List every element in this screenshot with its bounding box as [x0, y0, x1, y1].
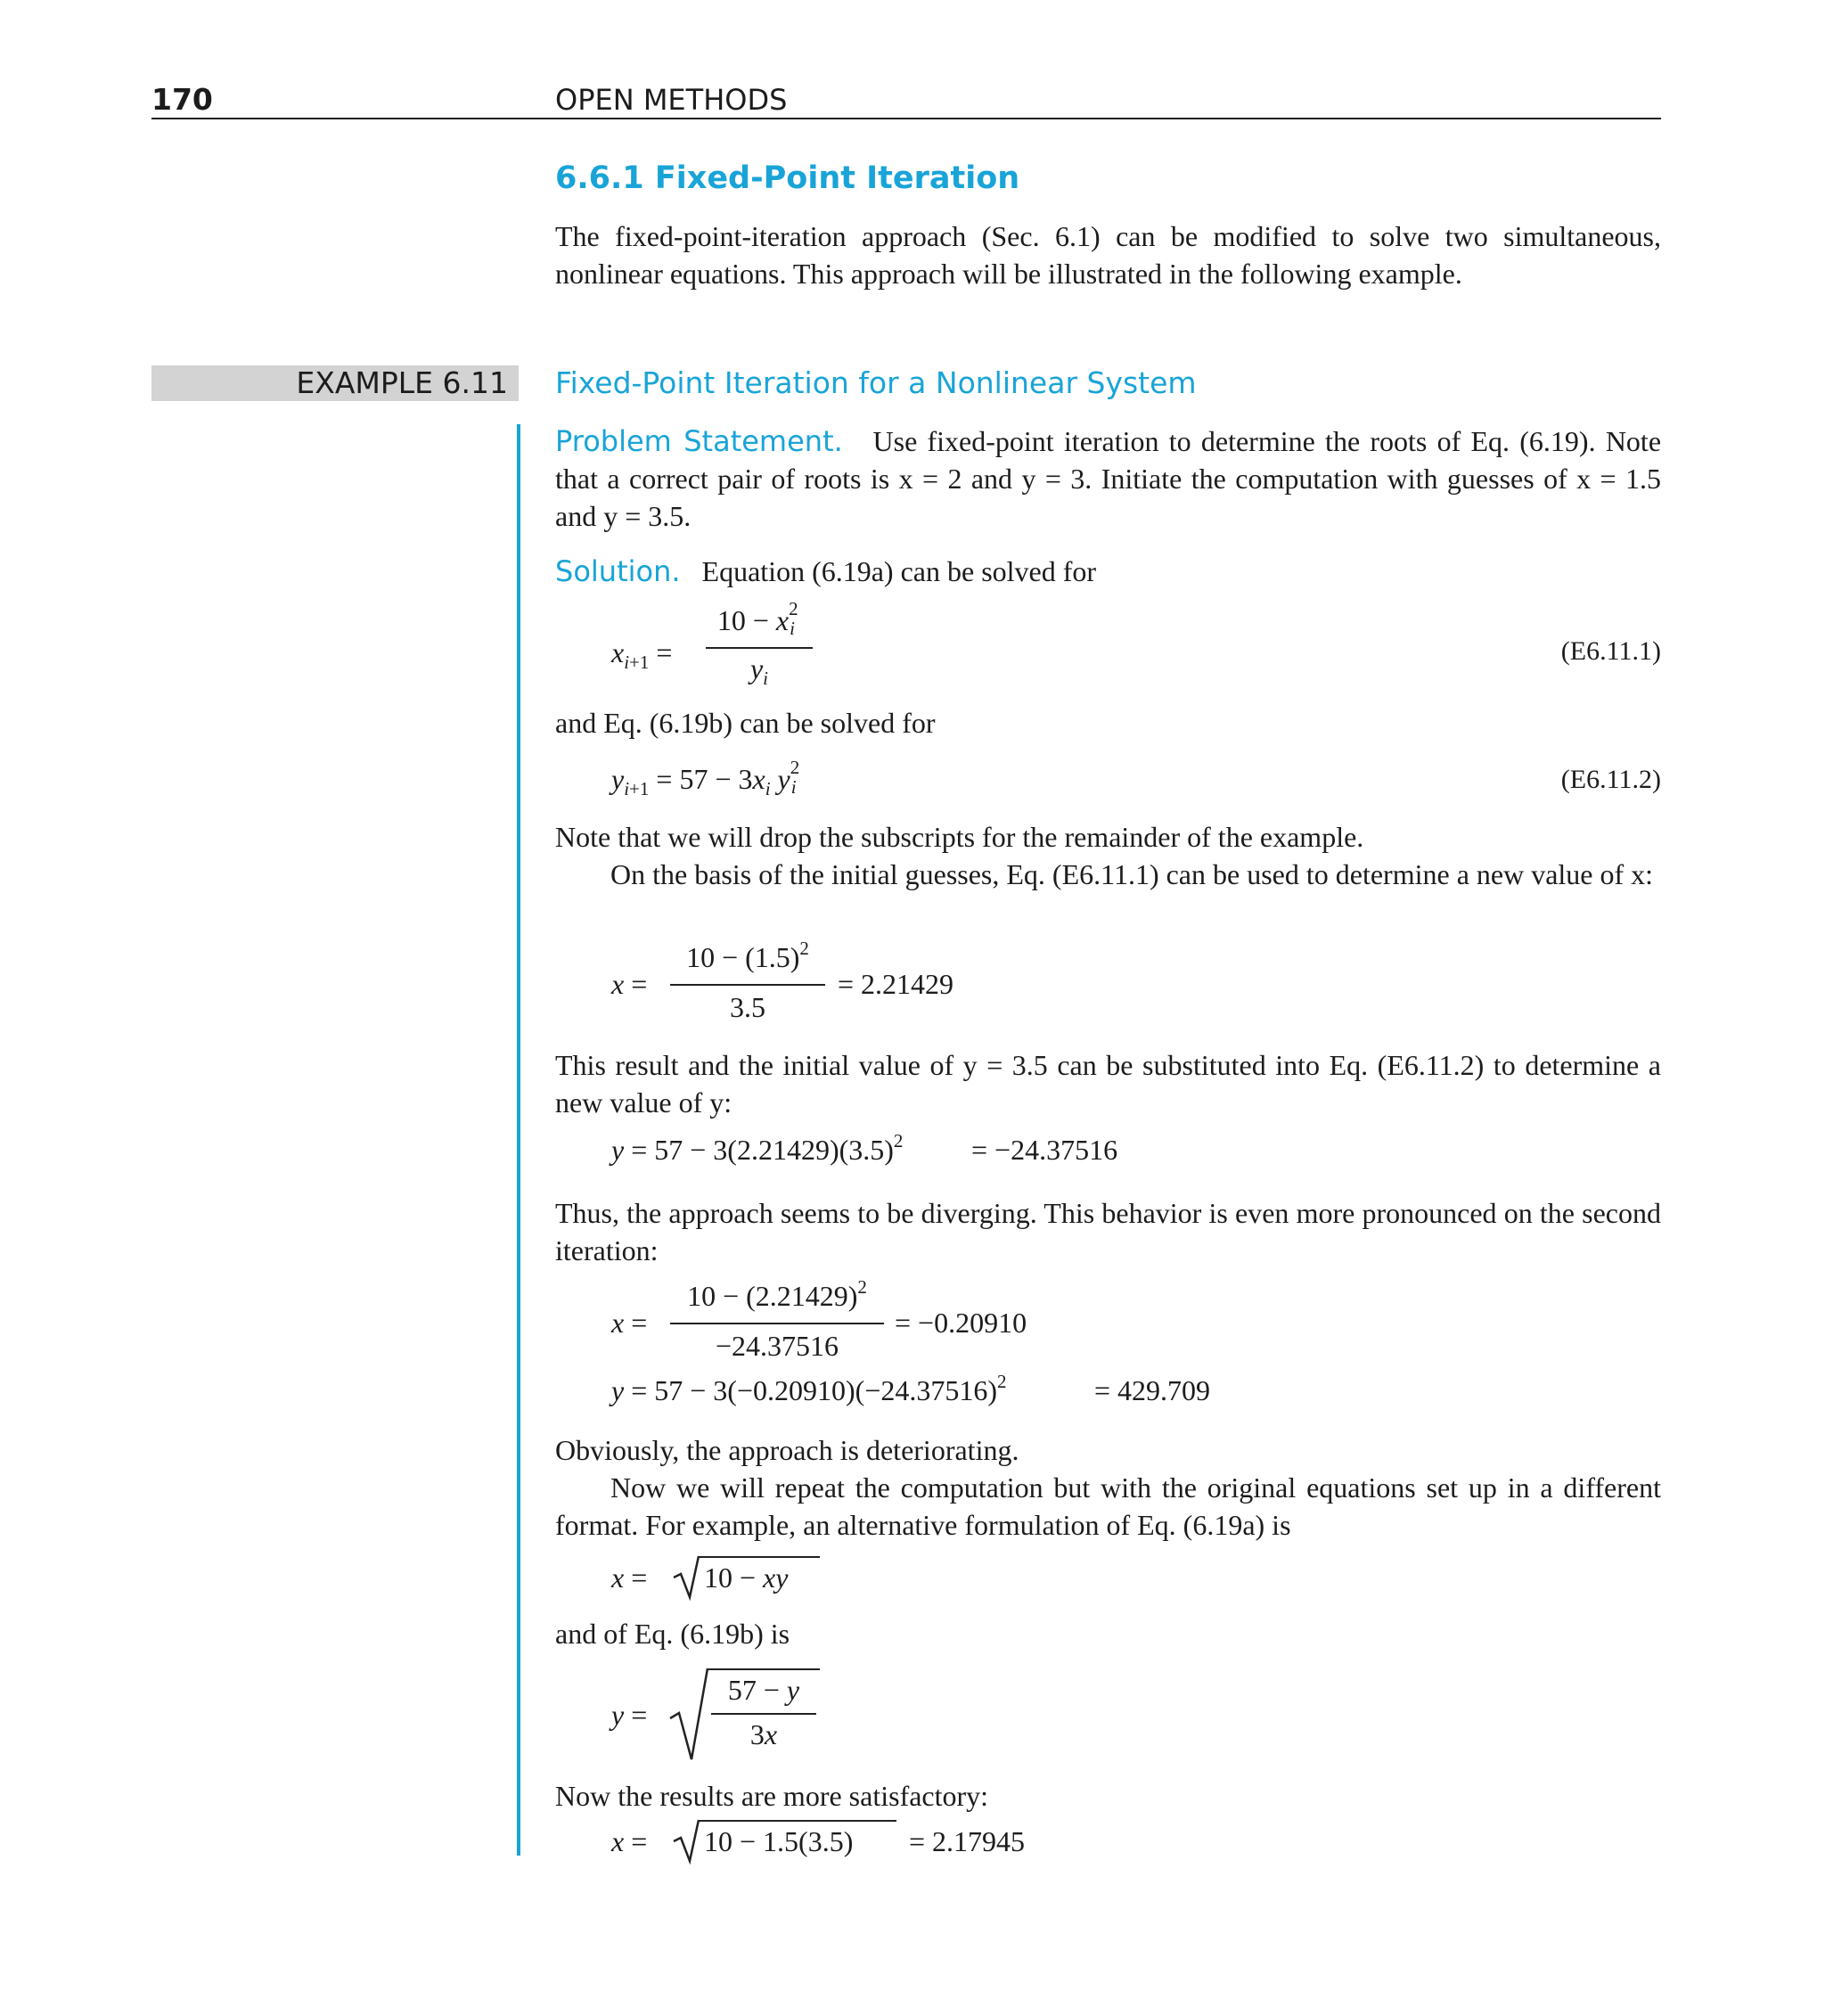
fraction-denominator: −24.37516	[715, 1330, 839, 1362]
fraction-numerator: $10 - (1.5)^2$	[686, 938, 809, 973]
example-title: Fixed-Point Iteration for a Nonlinear System	[555, 365, 1197, 400]
fraction-line	[711, 1713, 816, 1715]
fraction-denominator: 3x	[749, 1718, 778, 1750]
equation-e6-11-1: $x_{i+1}$ = 10 − x 2 i $y_i$ (E6.11.1)	[611, 598, 1661, 689]
equation-y-second-iteration: $y = 57 - 3(-0.20910)(-24.37516)^2$ = 429.709	[611, 1371, 1211, 1406]
fraction-line	[670, 984, 825, 986]
equation-y-alternative: y = 57 − y 3x	[611, 1667, 1057, 1765]
equation-x-first-iteration: x = $10 - (1.5)^2$ 3.5 = 2.21429	[611, 938, 954, 1023]
equation-e6-11-2: $y_{i+1} = 57 - 3x_i$ y 2 i (E6.11.2)	[611, 757, 1661, 799]
deteriorating-text: Obviously, the approach is deteriorating.	[555, 1434, 1019, 1466]
radical-sign	[670, 1667, 709, 1763]
fraction-numerator: 10 − x 2 i	[716, 598, 798, 639]
equation-result: = 429.709	[1094, 1374, 1211, 1406]
note-drop-subscripts: Note that we will drop the subscripts for the remainder of the example.	[555, 821, 1364, 853]
and-of-eq-b-text: and of Eq. (6.19b) is	[555, 1618, 790, 1650]
fraction-numerator: 57 − y	[727, 1674, 800, 1706]
solution-lead: Solution.	[555, 554, 681, 588]
problem-statement-lead: Problem Statement.	[555, 424, 843, 458]
repeat-paragraph: Now we will repeat the computation but with the original equations set up in a different format. For example, an alternative formulation of Eq. (6.19a) is	[555, 1471, 1661, 1541]
equation-x-third: x = 10 − 1.5(3.5) = 2.17945	[611, 1818, 1235, 1872]
solution-text: Equation (6.19a) can be solved for	[701, 555, 1097, 587]
fraction-line	[670, 1323, 884, 1324]
fraction-line	[706, 647, 813, 649]
header-rule	[151, 118, 1661, 119]
example-side-bar	[517, 424, 520, 1856]
equation-result: = 2.21429	[838, 968, 954, 1000]
and-eq-b-text: and Eq. (6.19b) can be solved for	[555, 707, 936, 739]
radical-sign	[674, 1818, 700, 1863]
section-title: 6.6.1 Fixed-Point Iteration	[555, 160, 1020, 196]
page-number: 170	[151, 82, 213, 117]
equation-number: (E6.11.2)	[1560, 765, 1661, 794]
radical-sign	[674, 1554, 700, 1599]
equation-number: (E6.11.1)	[1560, 636, 1661, 666]
equation-y-first-iteration: $y = 57 - 3(2.21429)(3.5)^2$ = −24.37516	[611, 1130, 1118, 1166]
fraction-denominator: 3.5	[730, 991, 765, 1023]
satisfactory-text: Now the results are more satisfactory:	[555, 1780, 989, 1812]
basis-paragraph: On the basis of the initial guesses, Eq. (E6.11.1) can be used to determine a new value of x:	[610, 858, 1654, 890]
equation-x-alternative: x = 10 − xy	[611, 1554, 1057, 1608]
equation-result: = 2.17945	[909, 1825, 1026, 1857]
equation-result: = −24.37516	[971, 1134, 1118, 1166]
example-label: EXAMPLE 6.11	[296, 365, 508, 400]
equation-result: = −0.20910	[895, 1307, 1027, 1339]
running-title: OPEN METHODS	[555, 83, 788, 117]
diverging-paragraph: Thus, the approach seems to be diverging. This behavior is even more pronounced on the second iteration:	[555, 1197, 1661, 1266]
fraction-denominator: $y_i$	[749, 652, 769, 689]
section-intro-paragraph: The fixed-point-iteration approach (Sec. 6.1) can be modified to solve two simultaneous, nonlinear equations. This approach will be illustrated in the following example.	[555, 220, 1661, 290]
fraction-numerator: $10 - (2.21429)^2$	[687, 1276, 867, 1312]
problem-statement	[555, 422, 1661, 535]
solution-paragraph	[555, 553, 1661, 590]
problem-statement-text: Use fixed-point iteration to determine the roots of Eq. (6.19). Note that a correct pair of roots is x = 2 and y = 3. Initiate the computation with guesses of x = 1.5 and y = 3.5.	[555, 425, 1662, 532]
equation-x-second-iteration: x = $10 - (2.21429)^2$ −24.37516 = −0.20910	[611, 1276, 1027, 1362]
substituted-paragraph: This result and the initial value of y = 3.5 can be substituted into Eq. (E6.11.2) to determine a new value of y:	[555, 1049, 1661, 1119]
